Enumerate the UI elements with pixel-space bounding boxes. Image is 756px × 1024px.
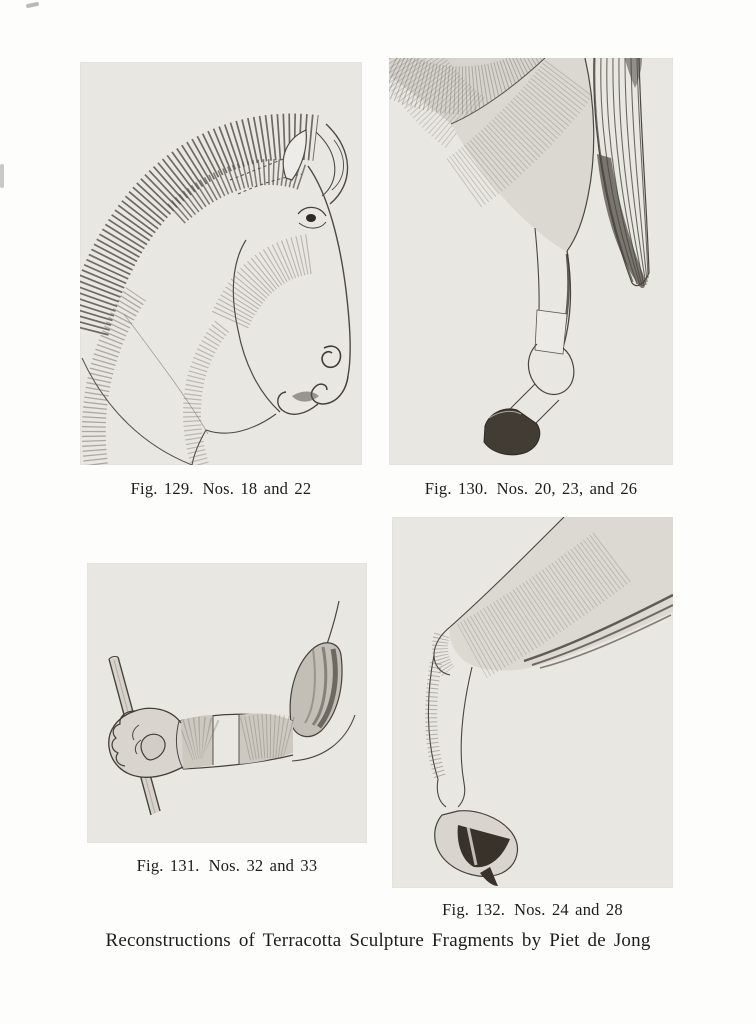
figure-131-numbers: Nos. 32 and 33 xyxy=(208,856,318,875)
horse-foreleg-drawing xyxy=(392,517,673,888)
figure-129 xyxy=(80,62,362,499)
figure-132-label: Fig. 132. xyxy=(442,900,506,919)
horse-foreleg-illustration xyxy=(392,517,673,888)
figure-130 xyxy=(389,58,673,499)
figure-130-numbers: Nos. 20, 23, and 26 xyxy=(496,479,638,498)
scan-artifact xyxy=(0,164,4,188)
figure-130-caption xyxy=(389,479,673,499)
figure-131-caption xyxy=(87,856,367,876)
figure-132-caption xyxy=(392,900,673,920)
figure-129-caption xyxy=(80,479,362,499)
arm-staff-drawing xyxy=(87,563,367,843)
plate-title: Reconstructions of Terracotta Sculpture Fragments by Piet de Jong xyxy=(105,930,651,951)
figure-129-label: Fig. 129. xyxy=(130,479,194,498)
arm-staff-illustration xyxy=(87,563,367,843)
figure-132-numbers: Nos. 24 and 28 xyxy=(514,900,623,919)
horse-head-illustration xyxy=(80,62,362,465)
figure-130-label: Fig. 130. xyxy=(424,479,488,498)
scan-artifact xyxy=(26,2,40,9)
figure-131-label: Fig. 131. xyxy=(136,856,200,875)
figure-132 xyxy=(392,517,673,920)
horse-hind-leg-illustration xyxy=(389,58,673,465)
horse-hind-leg-drawing xyxy=(389,58,673,465)
horse-head-drawing xyxy=(80,62,362,465)
figure-129-numbers: Nos. 18 and 22 xyxy=(202,479,312,498)
figure-131 xyxy=(87,563,367,876)
